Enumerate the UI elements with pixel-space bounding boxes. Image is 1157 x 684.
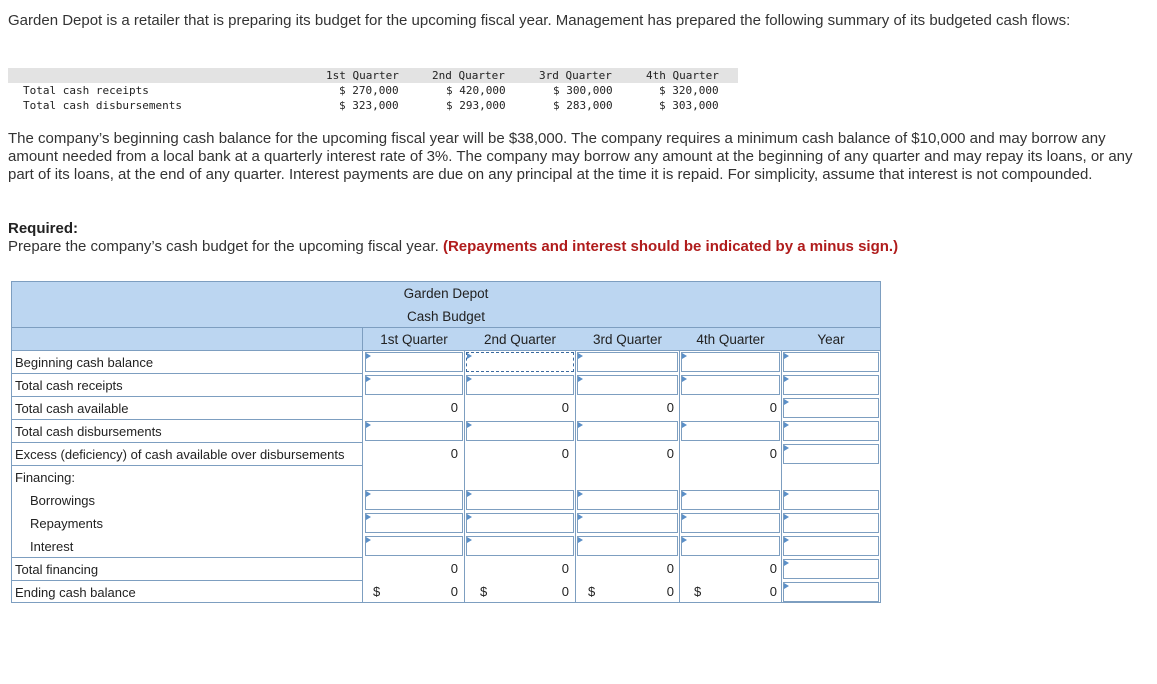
q4-ending-cash: 0 bbox=[769, 584, 777, 599]
row-label-financing: Financing: bbox=[15, 470, 75, 485]
col-header-q1: 1st Quarter bbox=[380, 332, 448, 347]
year-borrowings-input[interactable] bbox=[783, 490, 879, 510]
q4-ending-dollar-sign: $ bbox=[694, 584, 702, 599]
summary-q1-header: 1st Quarter bbox=[326, 69, 399, 82]
year-excess-input[interactable] bbox=[783, 444, 879, 464]
col-header-q2: 2nd Quarter bbox=[483, 332, 557, 347]
row-label-total-available: Total cash available bbox=[15, 401, 129, 416]
q3-total-disbursements-input[interactable] bbox=[577, 421, 678, 441]
q1-borrowings-input[interactable] bbox=[365, 490, 463, 510]
q4-total-disbursements-input[interactable] bbox=[681, 421, 780, 441]
summary-receipts-q4: $ 320,000 bbox=[659, 84, 719, 97]
summary-receipts-label: Total cash receipts bbox=[23, 84, 149, 97]
q4-beginning-cash-input[interactable] bbox=[681, 352, 780, 372]
summary-receipts-q1: $ 270,000 bbox=[339, 84, 399, 97]
q1-interest-input[interactable] bbox=[365, 536, 463, 556]
required-label: Required: bbox=[8, 220, 79, 237]
q2-ending-cash: 0 bbox=[561, 584, 569, 599]
q2-repayments-input[interactable] bbox=[466, 513, 574, 533]
row-label-borrowings: Borrowings bbox=[30, 493, 96, 508]
q2-total-disbursements-input[interactable] bbox=[466, 421, 574, 441]
q2-ending-dollar-sign: $ bbox=[480, 584, 488, 599]
q3-total-financing: 0 bbox=[666, 561, 674, 576]
row-label-total-receipts: Total cash receipts bbox=[15, 378, 123, 393]
summary-disb-label: Total cash disbursements bbox=[23, 99, 182, 112]
col-header-q3: 3rd Quarter bbox=[592, 332, 663, 347]
q3-total-receipts-input[interactable] bbox=[577, 375, 678, 395]
q4-interest-input[interactable] bbox=[681, 536, 780, 556]
col-header-q4: 4th Quarter bbox=[696, 332, 765, 347]
row-label-total-financing: Total financing bbox=[15, 562, 99, 577]
q4-excess: 0 bbox=[769, 446, 777, 461]
cash-budget-table bbox=[11, 281, 881, 603]
summary-receipts-q3: $ 300,000 bbox=[553, 84, 613, 97]
q2-borrowings-input[interactable] bbox=[466, 490, 574, 510]
q4-repayments-input[interactable] bbox=[681, 513, 780, 533]
summary-disb-q2: $ 293,000 bbox=[446, 99, 506, 112]
q1-total-financing: 0 bbox=[450, 561, 458, 576]
required-instructions bbox=[8, 238, 898, 256]
year-ending-cash-input[interactable] bbox=[783, 582, 879, 602]
q4-total-receipts-input[interactable] bbox=[681, 375, 780, 395]
q3-borrowings-input[interactable] bbox=[577, 490, 678, 510]
year-total-financing-input[interactable] bbox=[783, 559, 879, 579]
q2-interest-input[interactable] bbox=[466, 536, 574, 556]
col-header-year: Year bbox=[817, 332, 845, 347]
q3-ending-cash: 0 bbox=[666, 584, 674, 599]
q1-ending-dollar-sign: $ bbox=[373, 584, 381, 599]
year-beginning-cash-input[interactable] bbox=[783, 352, 879, 372]
q2-total-financing: 0 bbox=[561, 561, 569, 576]
q4-borrowings-input[interactable] bbox=[681, 490, 780, 510]
year-total-receipts-input[interactable] bbox=[783, 375, 879, 395]
summary-disb-q4: $ 303,000 bbox=[659, 99, 719, 112]
required-note: (Repayments and interest should be indicated by a minus sign.) bbox=[442, 238, 899, 255]
year-total-disbursements-input[interactable] bbox=[783, 421, 879, 441]
year-repayments-input[interactable] bbox=[783, 513, 879, 533]
q3-repayments-input[interactable] bbox=[577, 513, 678, 533]
q2-beginning-cash-input[interactable] bbox=[466, 352, 574, 372]
q1-ending-cash: 0 bbox=[450, 584, 458, 599]
summary-disb-q3: $ 283,000 bbox=[553, 99, 613, 112]
row-label-interest: Interest bbox=[30, 539, 74, 554]
row-label-total-disbursements: Total cash disbursements bbox=[15, 424, 162, 439]
q2-total-receipts-input[interactable] bbox=[466, 375, 574, 395]
q1-total-receipts-input[interactable] bbox=[365, 375, 463, 395]
year-interest-input[interactable] bbox=[783, 536, 879, 556]
budget-title: Cash Budget bbox=[406, 309, 486, 324]
company-name: Garden Depot bbox=[403, 286, 489, 301]
q3-interest-input[interactable] bbox=[577, 536, 678, 556]
q4-total-available: 0 bbox=[769, 400, 777, 415]
row-label-ending-cash: Ending cash balance bbox=[15, 585, 136, 600]
q3-ending-dollar-sign: $ bbox=[588, 584, 596, 599]
summary-q3-header: 3rd Quarter bbox=[539, 69, 612, 82]
summary-q4-header: 4th Quarter bbox=[646, 69, 719, 82]
q2-excess: 0 bbox=[561, 446, 569, 461]
q1-excess: 0 bbox=[450, 446, 458, 461]
summary-q2-header: 2nd Quarter bbox=[432, 69, 505, 82]
q1-total-disbursements-input[interactable] bbox=[365, 421, 463, 441]
q2-total-available: 0 bbox=[561, 400, 569, 415]
problem-paragraph: The company’s beginning cash balance for the upcoming fiscal year will be $38,000. The company requires a minimum cash balance of $10,000 and may borrow any amount needed from a local bank at a quarterly interest rate of 3%. The company may borrow any amount at the beginning of any quarter and may repay its loans, or any part of its loans, at the end of any quarter. Interest payments are due on any principal at the time it is repaid. For simplicity, assume that interest is not compounded. bbox=[8, 130, 1133, 183]
required-text: Prepare the company’s cash budget for the upcoming fiscal year. bbox=[8, 238, 439, 255]
row-label-excess-deficiency: Excess (deficiency) of cash available over disbursements bbox=[15, 447, 345, 462]
row-label-repayments: Repayments bbox=[30, 516, 103, 531]
row-label-beginning-cash: Beginning cash balance bbox=[15, 355, 154, 370]
q3-excess: 0 bbox=[666, 446, 674, 461]
q4-total-financing: 0 bbox=[769, 561, 777, 576]
q1-total-available: 0 bbox=[450, 400, 458, 415]
q3-total-available: 0 bbox=[666, 400, 674, 415]
year-total-available-input[interactable] bbox=[783, 398, 879, 418]
q1-repayments-input[interactable] bbox=[365, 513, 463, 533]
summary-disb-q1: $ 323,000 bbox=[339, 99, 399, 112]
summary-receipts-q2: $ 420,000 bbox=[446, 84, 506, 97]
q1-beginning-cash-input[interactable] bbox=[365, 352, 463, 372]
q3-beginning-cash-input[interactable] bbox=[577, 352, 678, 372]
intro-text: Garden Depot is a retailer that is preparing its budget for the upcoming fiscal year. Management has prepared the following summary of its budgeted cash flows: bbox=[8, 12, 1071, 29]
required-section bbox=[8, 220, 898, 256]
